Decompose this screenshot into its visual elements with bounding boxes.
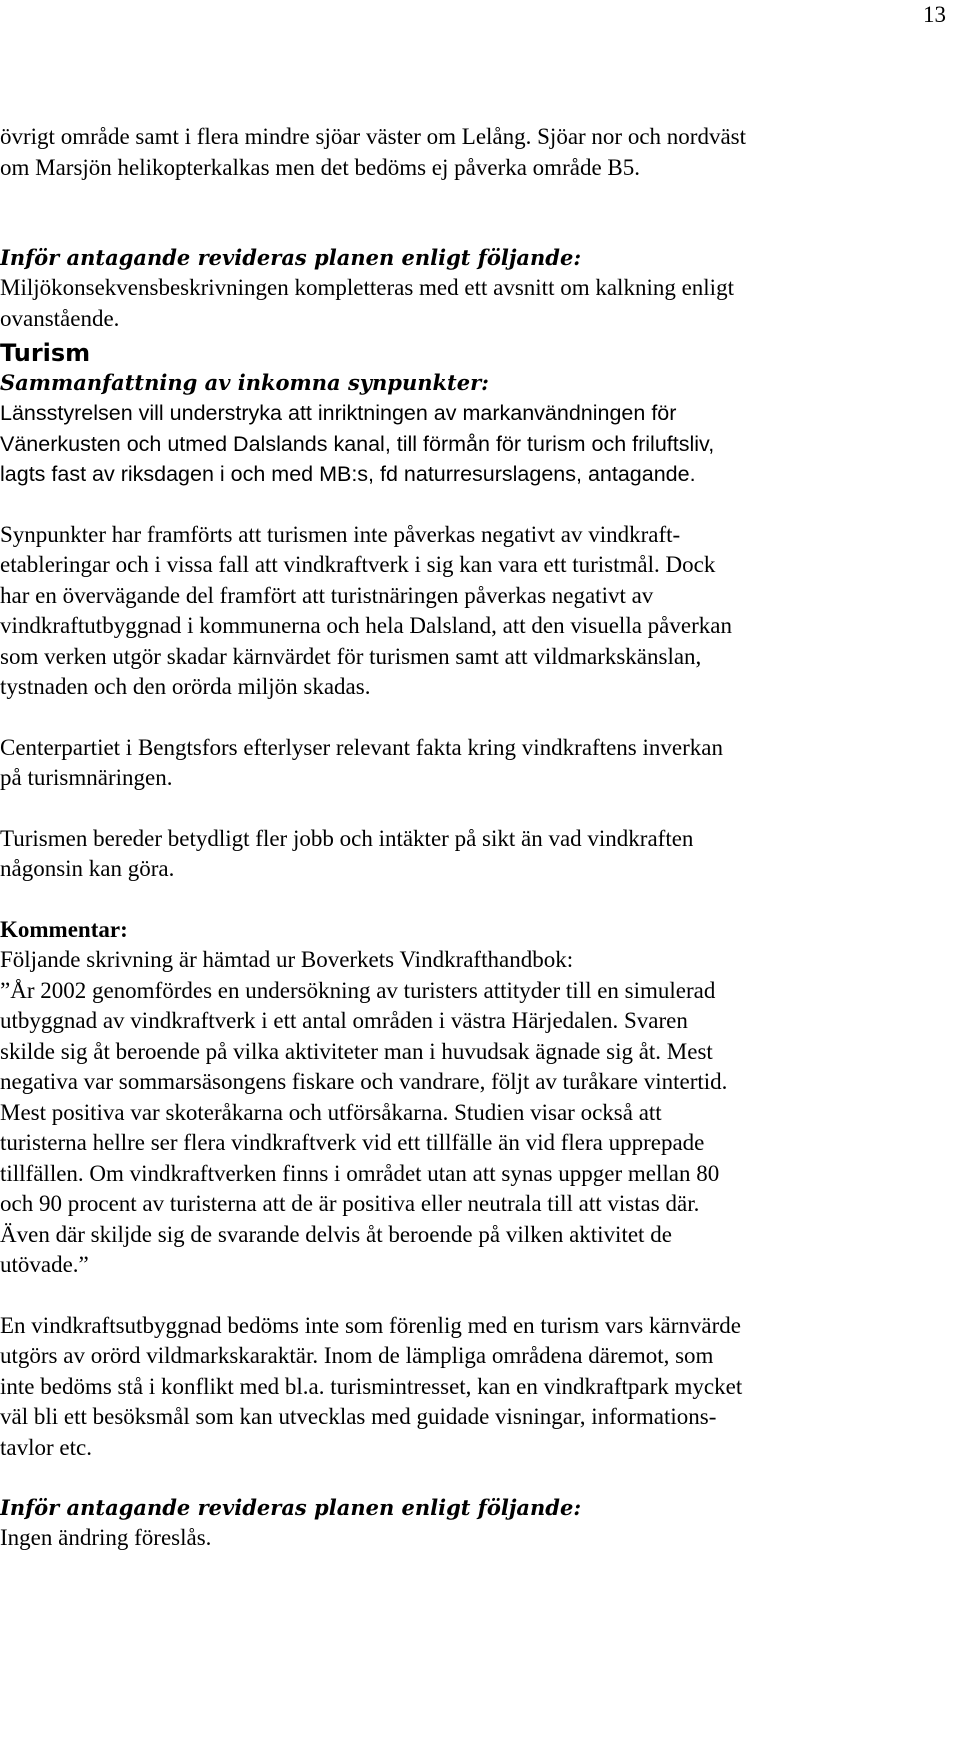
- intro-paragraph: [0, 122, 948, 183]
- text-line: Miljökonsekvensbeskrivningen kompletteras med ett avsnitt om kalkning enligt: [0, 275, 734, 300]
- page-number: 13: [923, 2, 946, 27]
- paragraph: [0, 1311, 948, 1464]
- text-line: väl bli ett besöksmål som kan utvecklas med guidade visningar, informations-: [0, 1404, 717, 1429]
- text-line: som verken utgör skadar kärnvärdet för turismen samt att vildmarkskänslan,: [0, 643, 702, 669]
- comment-paragraph: [0, 945, 948, 1281]
- text-line: etableringar och i vissa fall att vindkraftverk i sig kan vara ett turistmål. Dock: [0, 552, 716, 577]
- text-line: negativa var sommarsäsongens fiskare och vandrare, följt av turåkare vintertid.: [0, 1069, 728, 1094]
- text-line: övrigt område samt i flera mindre sjöar väster om Lelång. Sjöar nor och nordväst: [0, 124, 747, 149]
- text-line: Följande skrivning är hämtad ur Boverkets Vindkrafthandbok:: [0, 947, 574, 972]
- decision-heading: Inför antagande revideras planen enligt följande:: [0, 245, 582, 270]
- comment-heading: Kommentar:: [0, 916, 128, 942]
- decision-paragraph: [0, 273, 948, 334]
- text-line: ovanstående.: [0, 305, 120, 331]
- text-line: Mest positiva var skoteråkarna och utförsåkarna. Studien visar också att: [0, 1099, 662, 1125]
- text-line: Turismen bereder betydligt fler jobb och intäkter på sikt än vad vindkraften: [0, 825, 694, 851]
- text-line: tavlor etc.: [0, 1434, 92, 1460]
- text-line: Centerpartiet i Bengtsfors efterlyser relevant fakta kring vindkraftens inverkan: [0, 734, 723, 760]
- text-line: lagts fast av riksdagen i och med MB:s, fd naturresurslagens, antagande.: [0, 462, 696, 486]
- text-line: tillfällen. Om vindkraftverken finns i området utan att synas uppger mellan 80: [0, 1160, 720, 1186]
- summary-heading: Sammanfattning av inkomna synpunkter:: [0, 370, 489, 395]
- text-line: utövade.”: [0, 1252, 89, 1277]
- text-line: turisterna hellre ser flera vindkraftverk vid ett tillfälle än vid flera upprepade: [0, 1130, 705, 1155]
- paragraph: [0, 824, 948, 885]
- text-line: om Marsjön helikopterkalkas men det bedöms ej påverka område B5.: [0, 154, 640, 180]
- text-line: vindkraftutbyggnad i kommunerna och hela Dalsland, att den visuella påverkan: [0, 613, 732, 638]
- text-line: En vindkraftsutbyggnad bedöms inte som förenlig med en turism vars kärnvärde: [0, 1312, 741, 1338]
- text-line: har en övervägande del framfört att turistnäringen påverkas negativt av: [0, 582, 654, 608]
- decision-heading: Inför antagande revideras planen enligt följande:: [0, 1495, 582, 1520]
- paragraph: [0, 398, 948, 490]
- paragraph: [0, 733, 948, 794]
- text-line: Länsstyrelsen vill understryka att inriktningen av markanvändningen för: [0, 401, 677, 425]
- page-content: [0, 122, 948, 1554]
- paragraph: [0, 520, 948, 703]
- text-line: någonsin kan göra.: [0, 856, 175, 881]
- text-line: utbyggnad av vindkraftverk i ett antal områden i västra Härjedalen. Svaren: [0, 1008, 688, 1033]
- section-title: Turism: [0, 339, 91, 367]
- text-line: Synpunkter har framförts att turismen inte påverkas negativt av vindkraft-: [0, 521, 681, 547]
- text-line: Vänerkusten och utmed Dalslands kanal, till förmån för turism och friluftsliv,: [0, 431, 715, 456]
- text-line: inte bedöms stå i konflikt med bl.a. turismintresset, kan en vindkraftpark mycket: [0, 1373, 743, 1399]
- text-line: Även där skiljde sig de svarande delvis åt beroende på vilken aktivitet de: [0, 1221, 672, 1247]
- decision-text: Ingen ändring föreslås.: [0, 1525, 212, 1550]
- text-line: skilde sig åt beroende på vilka aktiviteter man i huvudsak ägnade sig åt. Mest: [0, 1038, 713, 1064]
- text-line: och 90 procent av turisterna att de är positiva eller neutrala till att vistas där.: [0, 1191, 700, 1216]
- text-line: ”År 2002 genomfördes en undersökning av turisters attityder till en simulerad: [0, 977, 716, 1003]
- text-line: tystnaden och den orörda miljön skadas.: [0, 674, 371, 699]
- text-line: på turismnäringen.: [0, 765, 173, 790]
- text-line: utgörs av orörd vildmarkskaraktär. Inom de lämpliga områdena däremot, som: [0, 1343, 714, 1368]
